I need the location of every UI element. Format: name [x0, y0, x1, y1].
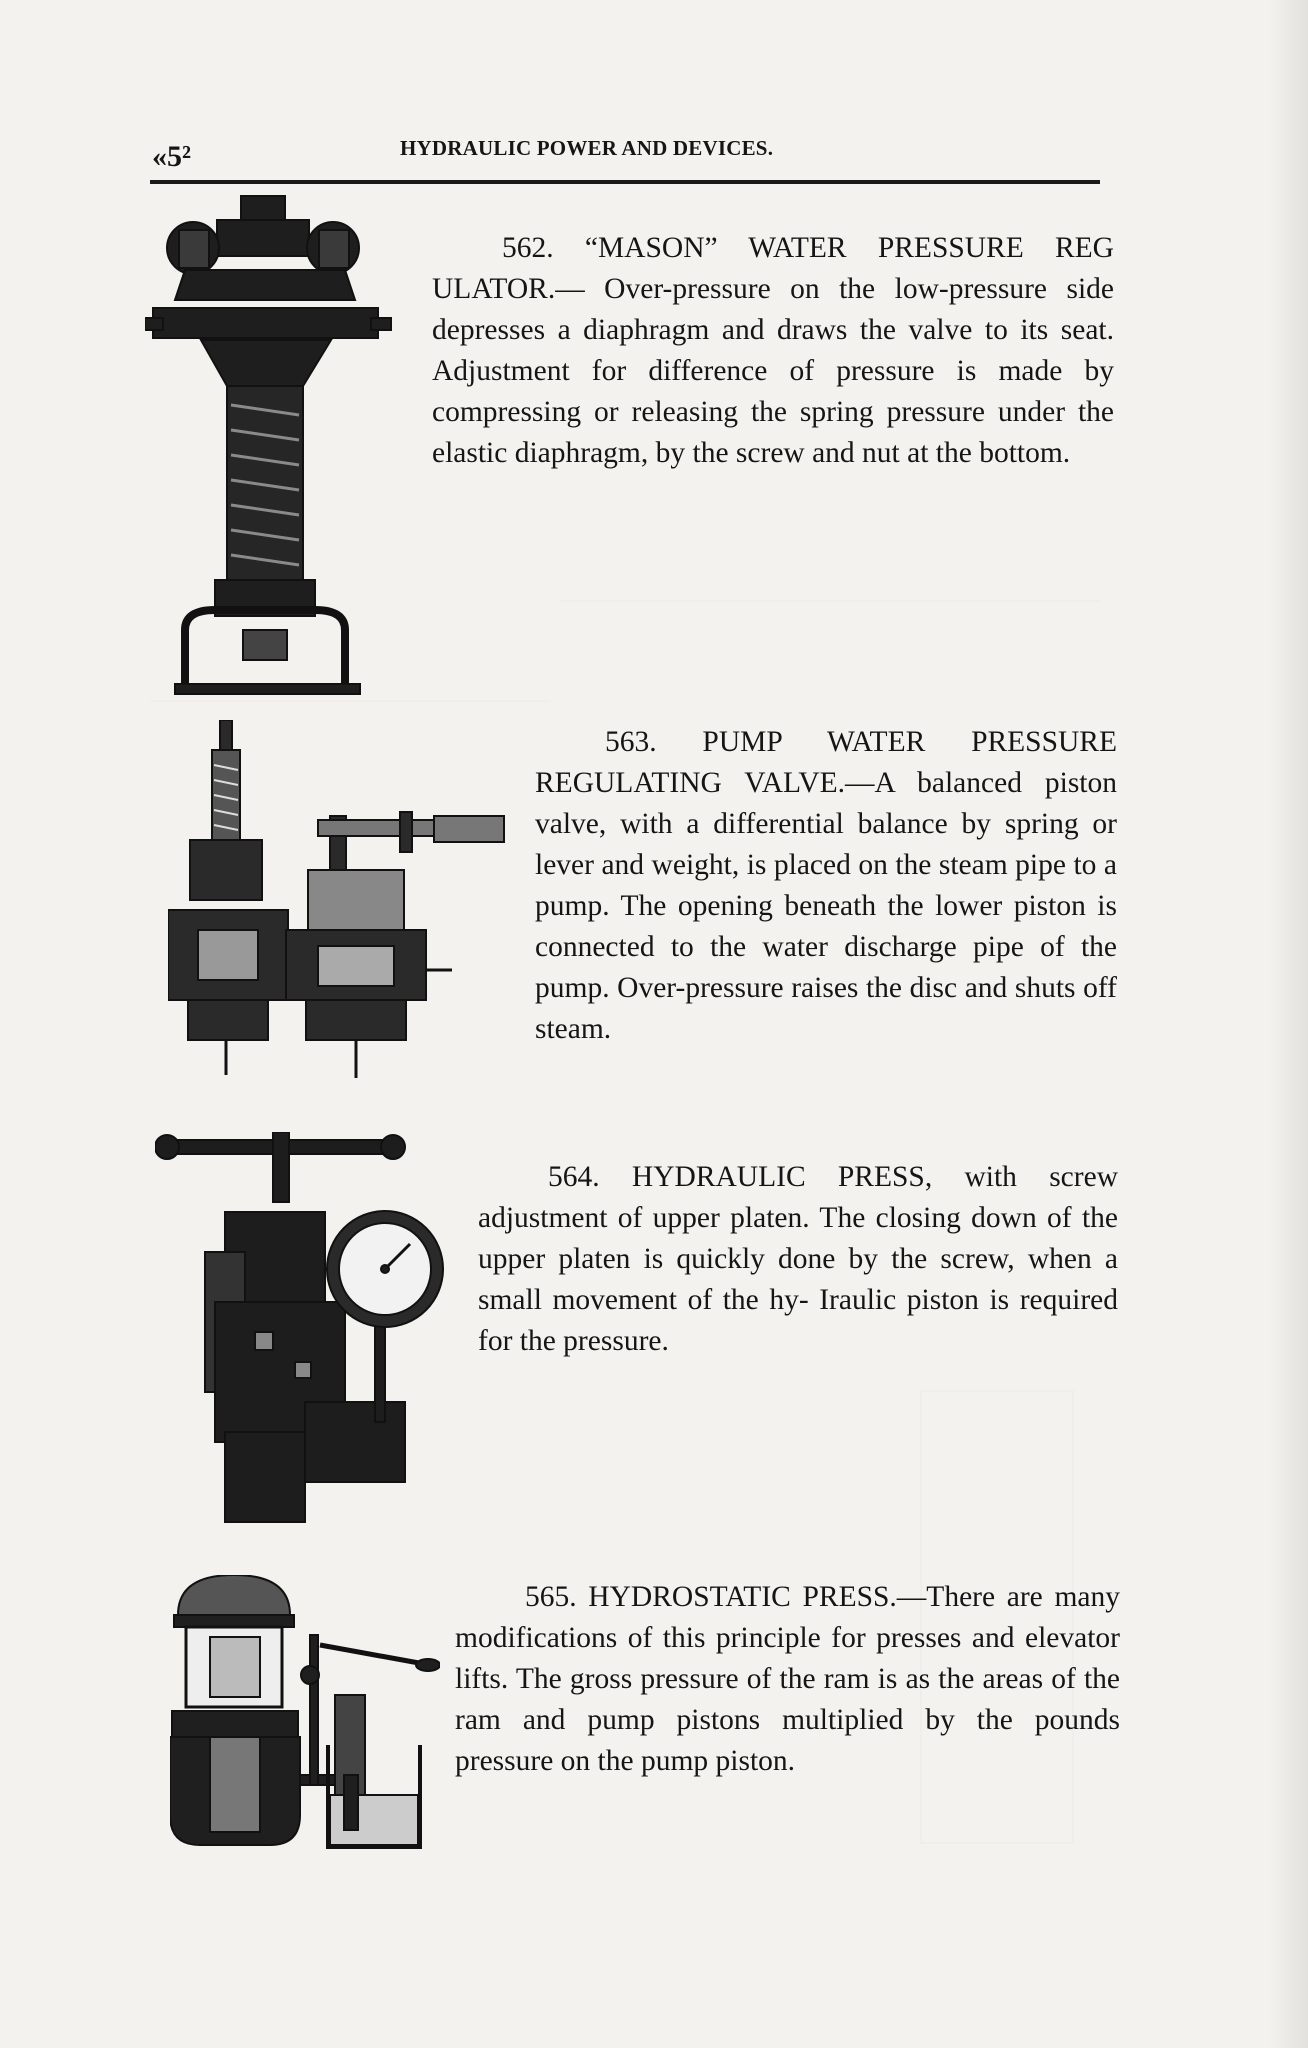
- entry-562: [432, 228, 1114, 474]
- pump-regulating-valve-illustration: [168, 720, 518, 1080]
- entry-563-text: 563. PUMP WATER PRESSURE REGULATING VALVE.—A balanced piston valve, with a differential balance by spring or lever and weight, is placed on the steam pipe to a pump. The opening beneath the lower piston is connected to the water discharge pipe of the pump. Over-pressure raises the disc and shuts off steam.: [535, 726, 1117, 1045]
- hydrostatic-press-illustration: [170, 1575, 440, 1850]
- entry-564: [478, 1157, 1118, 1362]
- entry-565-text: 565. HYDROSTATIC PRESS.—There are many modifications of this principle for presses and elevator lifts. The gross pressure of the ram is as the areas of the ram and pump pistons multiplied by the pounds pressure on the pump piston.: [455, 1581, 1120, 1777]
- header-rule: [150, 180, 1100, 184]
- entry-563: [535, 722, 1117, 1050]
- hydraulic-press-illustration: [155, 1132, 455, 1527]
- page-edge-shadow: [1268, 0, 1308, 2048]
- entry-562-text: 562. “MASON” WATER PRESSURE REG ULATOR.— Over-pressure on the low-pressure side depresses a diaphragm and draws the valve to its seat. Adjustment for difference of pressure is made by compressing or releasing the spring pressure under the elastic diaphragm, by the screw and nut at the bottom.: [432, 232, 1114, 469]
- running-title: HYDRAULIC POWER AND DEVICES.: [400, 136, 774, 160]
- entry-564-text: 564. HYDRAULIC PRESS, with screw adjustment of upper platen. The closing down of the upper platen is quickly done by the screw, when a small movement of the hy- Iraulic piston is required for the pressure.: [478, 1161, 1118, 1357]
- page-number: «5²: [152, 140, 191, 173]
- mason-regulator-illustration: [145, 190, 395, 695]
- entry-565: [455, 1577, 1120, 1782]
